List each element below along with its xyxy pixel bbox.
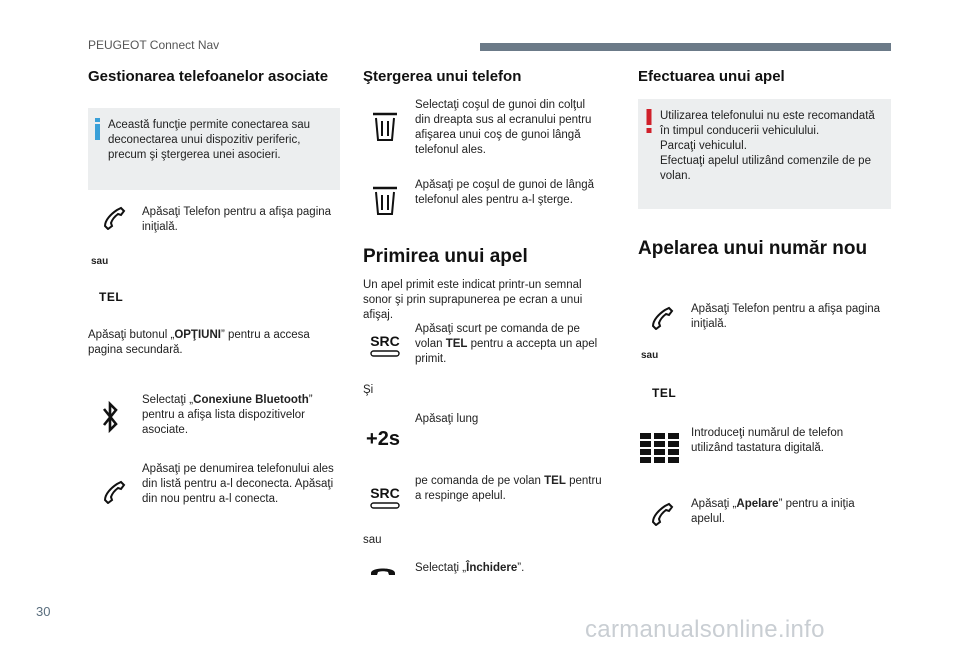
phone-icon <box>101 204 127 230</box>
hang-up-step: Selectaţi „Închidere”. <box>415 562 525 574</box>
dial-step-call: Apăsaţi „Apelare” pentru a iniţia apelul. <box>691 498 855 525</box>
section-title-delete-phone: Ştergerea unui telefon <box>363 68 522 85</box>
step-connect-toggle: Apăsaţi pe denumirea telefonului ales din listă pentru a-l deconecta. Apăsaţi din nou pentru a-l conecta. <box>142 463 334 505</box>
dial-step-phone-home: Apăsaţi Telefon pentru a afişa pagina iniţială. <box>691 303 881 330</box>
bluetooth-icon <box>102 400 118 434</box>
info-box <box>88 108 340 190</box>
or-label: sau <box>91 256 109 267</box>
reject-call-step: pe comanda de pe volan TEL pentru a respinge apelul. <box>415 475 602 502</box>
trash-icon <box>371 110 399 142</box>
long-press-step: Apăsaţi lung <box>415 413 479 425</box>
phone-icon <box>649 304 675 330</box>
src-label: SRC <box>370 333 400 349</box>
phone-icon <box>649 500 675 526</box>
or-label: sau <box>641 350 659 361</box>
step-phone-home: Apăsaţi Telefon pentru a afişa pagina iniţială. <box>142 206 332 233</box>
keypad-icon <box>640 433 680 463</box>
tel-label: TEL <box>99 290 124 304</box>
info-text: Această funcţie permite conectarea sau deconectarea unui dispozitiv periferic, precum şi ştergerea unei asocieri. <box>108 119 311 161</box>
section-title-receive-call: Primirea unui apel <box>363 246 528 267</box>
phone-icon <box>101 478 127 504</box>
warning-box <box>638 99 891 209</box>
watermark: carmanualsonline.info <box>585 616 825 643</box>
warning-icon <box>645 109 653 138</box>
warning-text: Utilizarea telefonului nu este recomandată în timpul conducerii vehiculului. Parcaţi vehiculul. Efectuaţi apelul utilizând comenzile de pe volan. <box>660 110 875 182</box>
section-title-make-call: Efectuarea unui apel <box>638 68 785 85</box>
dial-step-keypad: Introduceţi numărul de telefon utilizând tastatura digitală. <box>691 427 844 454</box>
accept-call-step: Apăsaţi scurt pe comanda de pe volan TEL pentru a accepta un apel primit. <box>415 323 598 365</box>
step-bluetooth: Selectaţi „Conexiune Bluetooth” pentru a afişa lista dispozitivelor asociate. <box>142 394 313 436</box>
src-steering-button-icon <box>367 333 403 359</box>
and-label: Şi <box>363 384 374 396</box>
delete-step-2: Apăsaţi pe coşul de gunoi de lângă telefonul ales pentru a-l şterge. <box>415 179 595 206</box>
plus2s-label: +2s <box>366 428 400 450</box>
receive-intro: Un apel primit este indicat printr-un semnal sonor şi prin suprapunerea pe ecran a unui afişaj. <box>363 279 583 321</box>
src-label: SRC <box>370 485 400 501</box>
section-title-manage-phones: Gestionarea telefoanelor asociate <box>88 68 329 85</box>
delete-step-1: Selectaţi coşul de gunoi din colţul din dreapta sus al ecranului pentru afişarea unui coş de gunoi lângă telefonul ales. <box>415 99 592 156</box>
header-bar <box>480 43 891 51</box>
page-number: 30 <box>36 604 51 619</box>
step-options: Apăsaţi butonul „OPŢIUNI” pentru a accesa pagina secundară. <box>88 329 310 356</box>
plus-2s-icon <box>361 424 405 452</box>
header-brand: PEUGEOT Connect Nav <box>88 38 220 52</box>
src-steering-button-icon <box>367 485 403 511</box>
section-title-dial-new-number: Apelarea unui număr nou <box>638 238 868 259</box>
trash-icon <box>371 184 399 216</box>
hang-up-icon <box>369 563 397 577</box>
tel-label: TEL <box>652 386 677 400</box>
or-label: sau <box>363 534 382 546</box>
info-icon <box>94 118 102 145</box>
